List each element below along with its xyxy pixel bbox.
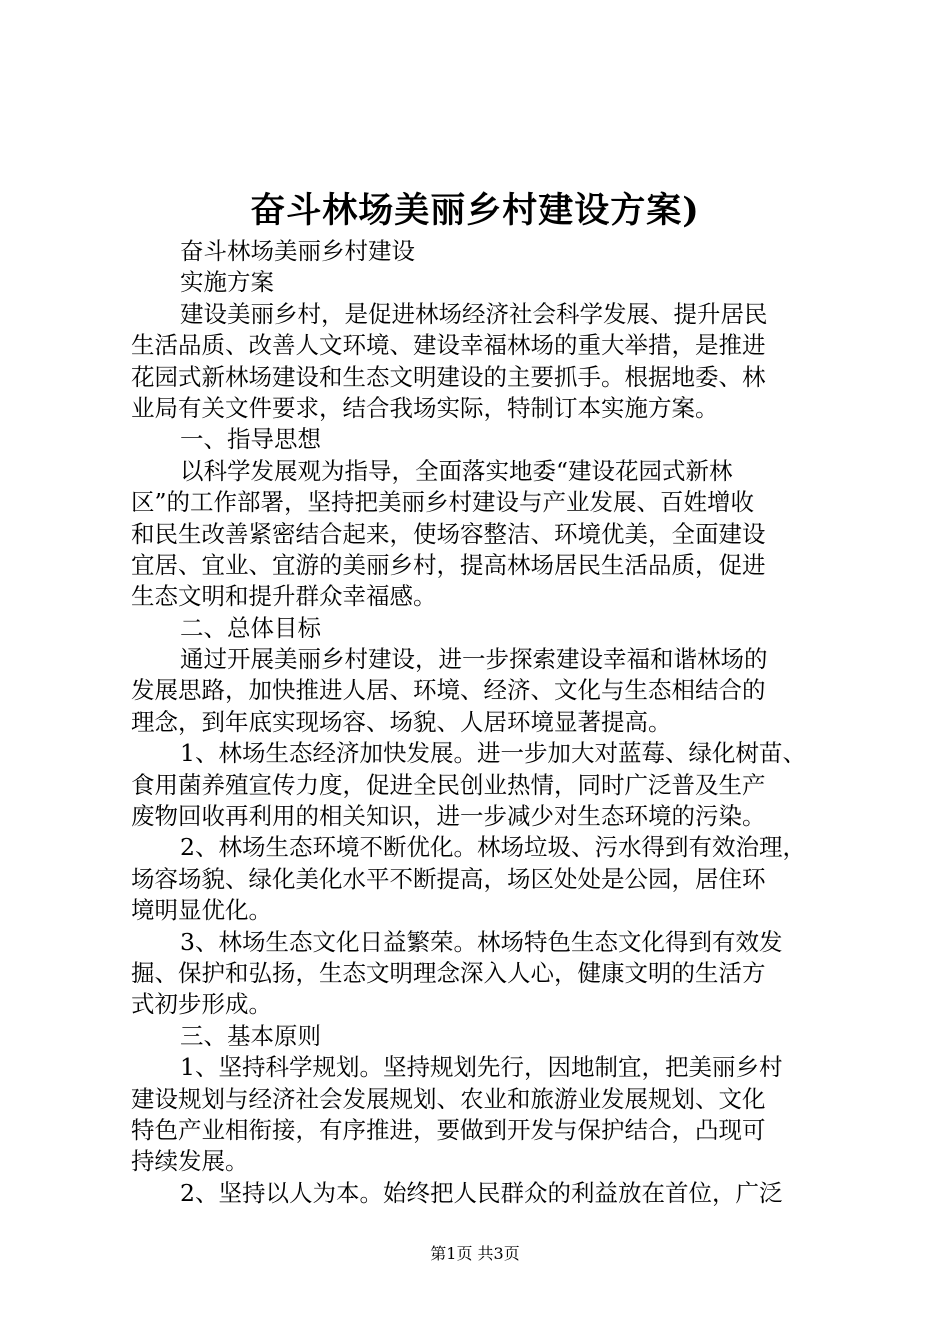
text-line: 一、指导思想 — [180, 425, 321, 454]
text-line: 1、林场生态经济加快发展。进一步加大对蓝莓、绿化树苗、 — [180, 739, 806, 768]
document-title: 奋斗林场美丽乡村建设方案) — [250, 190, 700, 231]
text-line: 通过开展美丽乡村建设，进一步探索建设幸福和谐林场的 — [180, 645, 768, 674]
text-line: 1、坚持科学规划。坚持规划先行，因地制宜，把美丽乡村 — [180, 1053, 783, 1082]
text-line: 区”的工作部署，坚持把美丽乡村建设与产业发展、百姓增收 — [131, 488, 755, 517]
text-line: 废物回收再利用的相关知识，进一步减少对生态环境的污染。 — [131, 802, 766, 831]
text-line: 生活品质、改善人文环境、建设幸福林场的重大举措，是推进 — [131, 331, 766, 360]
text-line: 2、坚持以人为本。始终把人民群众的利益放在首位，广泛 — [180, 1178, 783, 1207]
text-line: 实施方案 — [180, 268, 274, 297]
text-line: 生态文明和提升群众幸福感。 — [131, 582, 437, 611]
text-line: 和民生改善紧密结合起来，使场容整洁、环境优美，全面建设 — [131, 519, 766, 548]
text-line: 3、林场生态文化日益繁荣。林场特色生态文化得到有效发 — [180, 927, 783, 956]
text-line: 理念，到年底实现场容、场貌、人居环境显著提高。 — [131, 707, 672, 736]
text-line: 以科学发展观为指导，全面落实地委“建设花园式新林 — [180, 456, 733, 485]
text-line: 境明显优化。 — [131, 896, 272, 925]
text-line: 建设美丽乡村，是促进林场经济社会科学发展、提升居民 — [180, 299, 768, 328]
text-line: 奋斗林场美丽乡村建设 — [180, 237, 415, 265]
text-line: 建设规划与经济社会发展规划、农业和旅游业发展规划、文化 — [131, 1084, 766, 1113]
text-line: 食用菌养殖宣传力度，促进全民创业热情，同时广泛普及生产 — [131, 770, 766, 799]
text-line: 花园式新林场建设和生态文明建设的主要抓手。根据地委、林 — [131, 362, 766, 391]
text-line: 式初步形成。 — [131, 990, 272, 1019]
text-line: 业局有关文件要求，结合我场实际，特制订本实施方案。 — [131, 393, 719, 422]
text-line: 二、总体目标 — [180, 613, 321, 642]
text-line: 特色产业相衔接，有序推进，要做到开发与保护结合，凸现可 — [131, 1115, 766, 1144]
page-footer: 第1页 共3页 — [430, 1244, 520, 1263]
text-line: 持续发展。 — [131, 1147, 249, 1176]
text-line: 2、林场生态环境不断优化。林场垃圾、污水得到有效治理， — [180, 833, 806, 862]
text-line: 场容场貌、绿化美化水平不断提高，场区处处是公园，居住环 — [131, 864, 766, 893]
text-line: 三、基本原则 — [180, 1021, 321, 1050]
text-line: 发展思路，加快推进人居、环境、经济、文化与生态相结合的 — [131, 676, 766, 705]
document-body — [131, 236, 831, 1209]
text-line: 宜居、宜业、宜游的美丽乡村，提高林场居民生活品质，促进 — [131, 550, 766, 579]
text-line: 掘、保护和弘扬，生态文明理念深入人心，健康文明的生活方 — [131, 958, 766, 987]
